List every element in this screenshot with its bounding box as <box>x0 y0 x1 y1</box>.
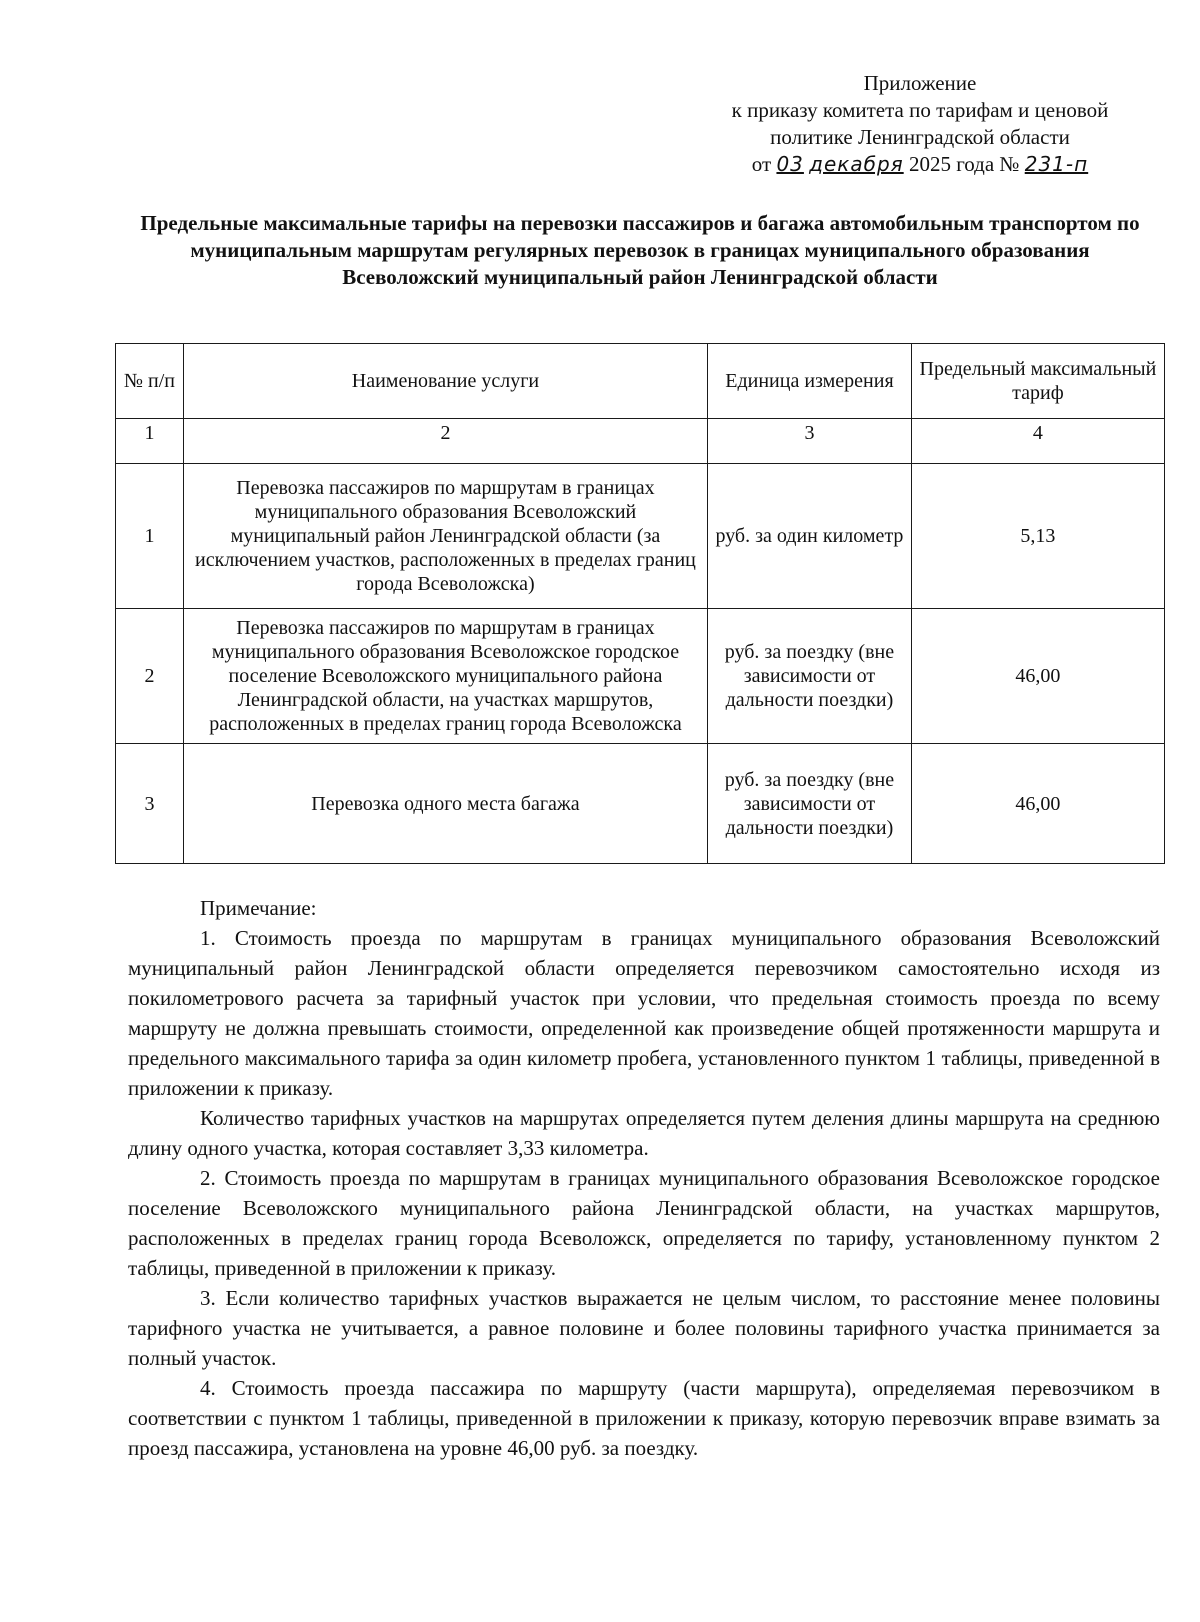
tariff-table <box>115 343 1165 864</box>
row-unit: руб. за один километр <box>708 464 912 609</box>
column-number-cell: 4 <box>911 419 1164 464</box>
row-tariff: 46,00 <box>911 609 1164 744</box>
row-tariff: 5,13 <box>911 464 1164 609</box>
table-row <box>116 609 1165 744</box>
row-unit: руб. за поездку (вне зависимости от дальности поездки) <box>708 609 912 744</box>
header-cell-unit: Единица измерения <box>708 344 912 419</box>
row-number: 1 <box>116 464 184 609</box>
note-paragraph-4: 4. Стоимость проезда пассажира по маршруту (части маршрута), определяемая перевозчиком в соответствии с пунктом 1 таблицы, приведенной в приложении к приказу, которую перевозчик вправе взимать за проезд пассажира, установлена на уровне 46,00 руб. за поездку. <box>128 1376 1160 1460</box>
row-service: Перевозка одного места багажа <box>183 744 707 864</box>
column-number-cell: 1 <box>116 419 184 464</box>
table-row <box>116 464 1165 609</box>
row-unit: руб. за поездку (вне зависимости от дальности поездки) <box>708 744 912 864</box>
row-number: 2 <box>116 609 184 744</box>
row-service: Перевозка пассажиров по маршрутам в границах муниципального образования Всеволожское городское поселение Всеволожского муниципального района Ленинградской области, на участках маршрутов, расположенных в пределах границ города Всеволожска <box>183 609 707 744</box>
header-year: 2025 года № <box>908 152 1020 176</box>
appendix-header <box>690 70 1150 178</box>
column-number-row <box>116 419 1165 464</box>
header-from: от <box>751 152 772 176</box>
column-number-cell: 3 <box>708 419 912 464</box>
handwritten-day: 03 <box>776 152 804 176</box>
header-date-line <box>690 151 1150 178</box>
table-header-row <box>116 344 1165 419</box>
row-tariff: 46,00 <box>911 744 1164 864</box>
table-row <box>116 744 1165 864</box>
header-line-1: Приложение <box>863 71 977 95</box>
header-cell-number: № п/п <box>116 344 184 419</box>
notes-section <box>128 893 1160 1463</box>
row-number: 3 <box>116 744 184 864</box>
note-paragraph-3: 3. Если количество тарифных участков выражается не целым числом, то расстояние менее половины тарифного участка не учитывается, а равное половине и более половины тарифного участка принимается за полный участок. <box>128 1286 1160 1370</box>
row-service: Перевозка пассажиров по маршрутам в границах муниципального образования Всеволожский муниципальный район Ленинградской области (за исключением участков, расположенных в пределах границ города Всеволожска) <box>183 464 707 609</box>
handwritten-order-number: 231-п <box>1024 152 1089 176</box>
note-paragraph-1b: Количество тарифных участков на маршрутах определяется путем деления длины маршрута на среднюю длину одного участка, которая составляет 3,33 километра. <box>128 1106 1160 1160</box>
header-cell-service: Наименование услуги <box>183 344 707 419</box>
header-line-2: к приказу комитета по тарифам и ценовой <box>731 98 1109 122</box>
document-title: Предельные максимальные тарифы на перевозки пассажиров и багажа автомобильным транспортом по муниципальным маршрутам регулярных перевозок в границах муниципального образования Всеволожский муниципальный район Ленинградской области <box>140 211 1140 289</box>
column-number-cell: 2 <box>183 419 707 464</box>
notes-title: Примечание: <box>200 896 317 920</box>
header-line-3: политике Ленинградской области <box>770 125 1070 149</box>
handwritten-month: декабря <box>809 152 904 176</box>
note-paragraph-2: 2. Стоимость проезда по маршрутам в границах муниципального образования Всеволожское городское поселение Всеволожского муниципального района Ленинградской области, на участках маршрутов, расположенных в пределах границ города Всеволожск, определяется по тарифу, установленному пунктом 2 таблицы, приведенной в приложении к приказу. <box>128 1166 1160 1280</box>
header-cell-tariff: Предельный максимальный тариф <box>911 344 1164 419</box>
note-paragraph-1: 1. Стоимость проезда по маршрутам в границах муниципального образования Всеволожский муниципальный район Ленинградской области определяется перевозчиком самостоятельно исходя из покилометрового расчета за тарифный участок при условии, что предельная стоимость проезда по всему маршруту не должна превышать стоимости, определенной как произведение общей протяженности маршрута и предельного максимального тарифа за один километр пробега, установленного пунктом 1 таблицы, приведенной в приложении к приказу. <box>128 926 1160 1100</box>
